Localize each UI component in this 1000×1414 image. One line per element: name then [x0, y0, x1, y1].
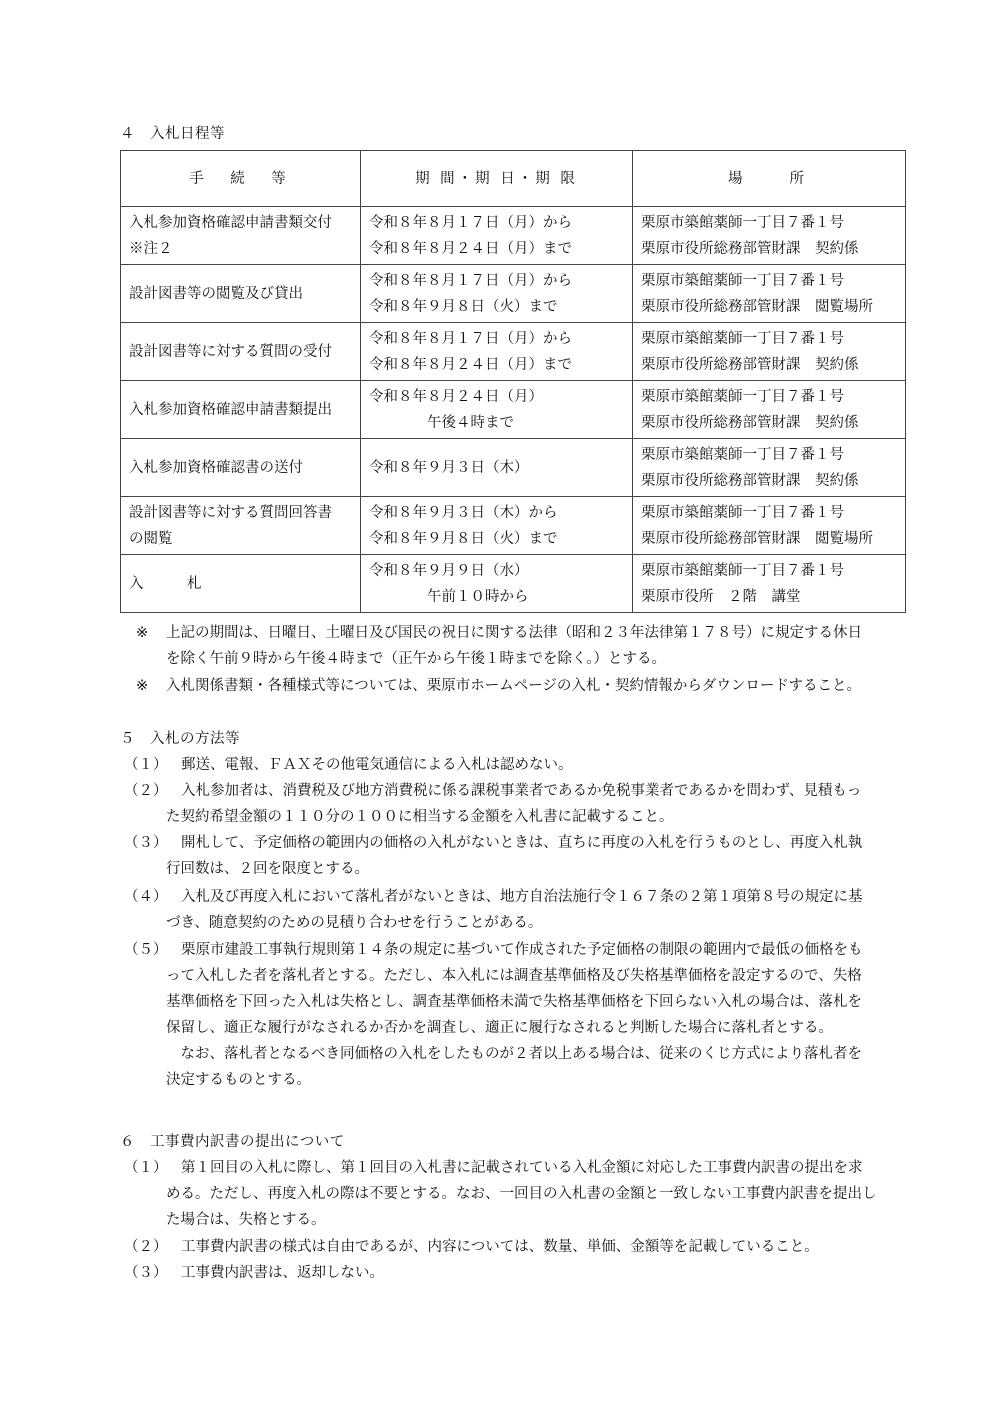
table-row: [121, 381, 906, 439]
cell-text: 栗原市築館薬師一丁目７番１号: [641, 272, 844, 289]
list-item: [124, 884, 908, 936]
section5-heading: ５ 入札の方法等: [120, 731, 240, 747]
item-text: 開札して、予定価格の範囲内の価格の入札がないときは、直ちに再度の入札を行うものとし、再度入札執: [181, 835, 863, 851]
cell-text: 栗原市役所 ２階 講堂: [641, 588, 801, 605]
note-mark: ※: [136, 625, 149, 641]
item-text: 工事費内訳書は、返却しない。: [181, 1265, 384, 1281]
cell-text: 栗原市築館薬師一丁目７番１号: [641, 562, 844, 579]
item-text: づき、随意契約のための見積り合わせを行うことがある。: [166, 915, 543, 931]
list-item: [124, 752, 908, 778]
cell-text: 栗原市築館薬師一丁目７番１号: [641, 214, 844, 231]
cell-text: 栗原市役所総務部管財課 契約係: [641, 472, 859, 489]
item-text: なお、落札者となるべき同価格の入札をしたものが２者以上ある場合は、従来のくじ方式により落札者を: [166, 1046, 862, 1062]
cell-text: 栗原市築館薬師一丁目７番１号: [641, 388, 844, 405]
item-number: （２）: [124, 1239, 168, 1255]
note-text: 入札関係書類・各種様式等については、栗原市ホームページの入札・契約情報からダウンロードすること。: [166, 678, 861, 694]
period-cell: [361, 497, 633, 555]
item-text: た契約希望金額の１１０分の１００に相当する金額を入札書に記載すること。: [166, 809, 674, 825]
list-item: [124, 1260, 908, 1286]
cell-text: 栗原市築館薬師一丁目７番１号: [641, 446, 844, 463]
cell-text: 令和８年８月１７日（月）から: [369, 330, 572, 347]
procedure-cell: [121, 265, 361, 323]
period-cell: [361, 265, 633, 323]
item-text: た場合は、失格とする。: [166, 1212, 326, 1228]
place-cell: [633, 265, 906, 323]
procedure-cell: [121, 555, 361, 613]
cell-text: 令和８年８月２４日（月）: [369, 388, 543, 405]
list-item: [124, 830, 908, 882]
cell-text: 令和８年９月８日（火）まで: [369, 530, 558, 547]
item-number: （５）: [124, 942, 168, 958]
table-row: [121, 439, 906, 497]
table-row: [121, 207, 906, 265]
item-text: 郵送、電報、ＦＡＸその他電気通信による入札は認めない。: [181, 757, 573, 773]
cell-text: 令和８年８月１７日（月）から: [369, 272, 572, 289]
header-place: 場 所: [633, 151, 906, 207]
schedule-table: [120, 150, 906, 613]
procedure-cell: [121, 381, 361, 439]
item-number: （１）: [124, 757, 168, 773]
place-cell: [633, 207, 906, 265]
note-text: 上記の期間は、日曜日、土曜日及び国民の祝日に関する法律（昭和２３年法律第１７８号）に規定する休日: [166, 625, 862, 641]
place-cell: [633, 497, 906, 555]
procedure-cell: [121, 323, 361, 381]
period-cell: [361, 323, 633, 381]
procedure-cell: [121, 439, 361, 497]
cell-text: 令和８年８月２４日（月）まで: [369, 240, 572, 257]
note-holidays: [136, 620, 906, 672]
header-period: 期 間・期 日・期 限: [361, 151, 633, 207]
cell-text: 栗原市役所総務部管財課 契約係: [641, 240, 859, 257]
cell-text: 栗原市役所総務部管財課 閲覧場所: [641, 530, 873, 547]
cell-text: 設計図書等に対する質問回答書: [129, 504, 332, 521]
header-procedure: 手 続 等: [121, 151, 361, 207]
cell-text: の閲覧: [129, 530, 173, 547]
cell-text: 令和８年９月８日（火）まで: [369, 298, 558, 315]
item-text: 第１回目の入札に際し、第１回目の入札書に記載されている入札金額に対応した工事費内訳書の提出を求: [181, 1160, 863, 1176]
item-text: 入札及び再度入札において落札者がないときは、地方自治法施行令１６７条の２第１項第８号の規定に基: [181, 889, 863, 905]
note-download: [136, 673, 906, 699]
cell-text: 栗原市役所総務部管財課 契約係: [641, 356, 859, 373]
list-item: [124, 937, 908, 1093]
cell-text: 令和８年８月２４日（月）まで: [369, 356, 572, 373]
cell-text: 令和８年９月３日（木）: [369, 459, 529, 476]
cell-text: 令和８年９月９日（水）: [369, 562, 529, 579]
item-text: 栗原市建設工事執行規則第１４条の規定に基づいて作成された予定価格の制限の範囲内で最低の価格をも: [181, 942, 863, 958]
item-text: 決定するものとする。: [166, 1072, 311, 1088]
item-text: 入札参加者は、消費税及び地方消費税に係る課税事業者であるか免税事業者であるかを問わず、見積もっ: [181, 783, 862, 799]
section4-heading: ４ 入札日程等: [120, 126, 225, 142]
item-number: （３）: [124, 1265, 168, 1281]
period-cell: [361, 439, 633, 497]
cell-text: 入札参加資格確認書の送付: [129, 459, 303, 476]
item-text: める。ただし、再度入札の際は不要とする。なお、一回目の入札書の金額と一致しない工事費内訳書を提出し: [166, 1186, 877, 1202]
table-row: [121, 555, 906, 613]
place-cell: [633, 439, 906, 497]
place-cell: [633, 381, 906, 439]
period-cell: [361, 381, 633, 439]
item-text: って入札した者を落札者とする。ただし、本入札には調査基準価格及び失格基準価格を設定するので、失格: [166, 968, 862, 984]
cell-text: 栗原市築館薬師一丁目７番１号: [641, 330, 844, 347]
cell-text: 入札参加資格確認申請書類交付: [129, 214, 332, 231]
cell-text: 令和８年９月３日（木）から: [369, 504, 558, 521]
item-text: 行回数は、２回を限度とする。: [166, 861, 369, 877]
table-row: [121, 497, 906, 555]
cell-text: 入札参加資格確認申請書類提出: [129, 401, 332, 418]
cell-text: 設計図書等の閲覧及び貸出: [129, 285, 303, 302]
cell-text: 栗原市築館薬師一丁目７番１号: [641, 504, 844, 521]
cell-text: 栗原市役所総務部管財課 契約係: [641, 414, 859, 431]
list-item: [124, 1234, 908, 1260]
item-text: 工事費内訳書の様式は自由であるが、内容については、数量、単価、金額等を記載していること。: [181, 1239, 819, 1255]
section6-heading: ６ 工事費内訳書の提出について: [120, 1134, 345, 1150]
procedure-cell: [121, 207, 361, 265]
item-number: （２）: [124, 783, 168, 799]
place-cell: [633, 555, 906, 613]
item-number: （３）: [124, 835, 168, 851]
table-header-row: [121, 151, 906, 207]
list-item: [124, 778, 908, 830]
note-mark: ※: [136, 678, 149, 694]
cell-text: 栗原市役所総務部管財課 閲覧場所: [641, 298, 873, 315]
item-number: （１）: [124, 1160, 168, 1176]
cell-text: ※注２: [129, 240, 173, 257]
cell-text: 令和８年８月１７日（月）から: [369, 214, 572, 231]
table-row: [121, 265, 906, 323]
cell-text: 午後４時まで: [427, 414, 514, 431]
item-number: （４）: [124, 889, 168, 905]
cell-text: 設計図書等に対する質問の受付: [129, 343, 332, 360]
cell-text: 入 札: [129, 575, 202, 592]
period-cell: [361, 207, 633, 265]
list-item: [124, 1155, 908, 1233]
table-row: [121, 323, 906, 381]
item-text: 基準価格を下回った入札は失格とし、調査基準価格未満で失格基準価格を下回らない入札の場合は、落札を: [166, 994, 862, 1010]
item-text: 保留し、適正な履行がなされるか否かを調査し、適正に履行なされると判断した場合に落札者とする。: [166, 1020, 833, 1036]
place-cell: [633, 323, 906, 381]
cell-text: 午前１０時から: [427, 588, 529, 605]
procedure-cell: [121, 497, 361, 555]
note-text: を除く午前９時から午後４時まで（正午から午後１時までを除く。）とする。: [166, 651, 666, 667]
period-cell: [361, 555, 633, 613]
